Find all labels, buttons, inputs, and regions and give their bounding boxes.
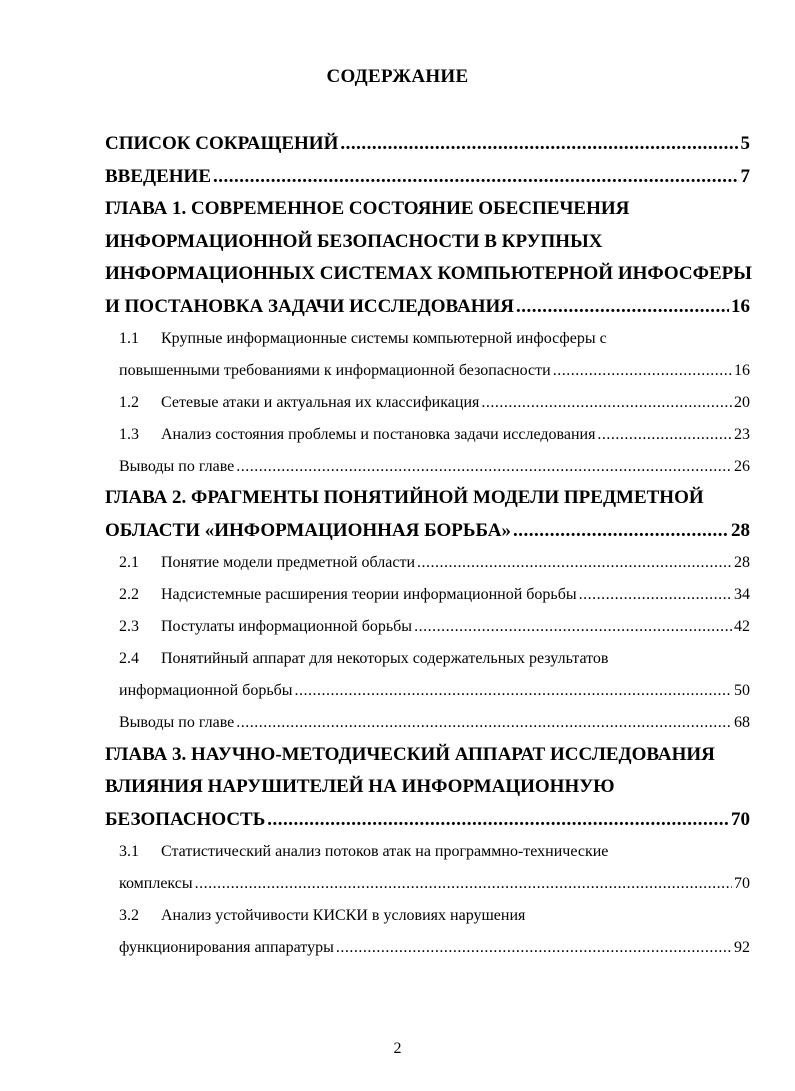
section-number: 2.2 <box>119 586 139 604</box>
toc-label: СПИСОК СОКРАЩЕНИЙ <box>105 133 339 154</box>
section-title: Надсистемные расширения теории информационной борьбы <box>161 586 577 604</box>
toc-chapter1-line2: ИНФОРМАЦИОННОЙ БЕЗОПАСНОСТИ В КРУПНЫХ <box>105 230 603 252</box>
toc-label: Анализ устойчивости КИСКИ в условиях нарушения <box>161 907 526 925</box>
leader-dots <box>267 804 729 837</box>
toc-page: 20 <box>734 393 750 411</box>
toc-section-1-1-line1 <box>105 323 750 355</box>
section-number: 2.3 <box>119 618 139 636</box>
toc-chapter1-conclusions <box>105 451 750 483</box>
toc-page: 16 <box>731 295 750 317</box>
toc-label: функционирования аппаратуры <box>119 938 334 956</box>
leader-dots <box>417 547 732 579</box>
page-number: 2 <box>393 1040 402 1057</box>
toc-page: 70 <box>731 808 750 830</box>
toc-label <box>105 419 595 451</box>
leader-dots <box>340 128 738 161</box>
section-title: Анализ состояния проблемы и постановка задачи исследования <box>161 425 596 443</box>
toc-label: Выводы по главе <box>119 713 235 731</box>
toc-chapter3-line3 <box>105 804 750 837</box>
toc-section-2-3 <box>105 611 750 643</box>
toc-chapter3-line2: ВЛИЯНИЯ НАРУШИТЕЛЕЙ НА ИНФОРМАЦИОННУЮ <box>105 776 615 798</box>
toc-page: 34 <box>734 586 750 604</box>
toc-chapter2-conclusions <box>105 707 750 739</box>
toc-label <box>105 547 415 579</box>
leader-dots <box>236 451 732 483</box>
toc-page: 70 <box>734 875 750 893</box>
toc-chapter1-line4 <box>105 291 750 324</box>
section-number: 1.1 <box>119 330 139 347</box>
toc-entry-abbreviations <box>105 128 750 161</box>
toc-chapter2-line2 <box>105 515 750 548</box>
toc-label: Понятийный аппарат для некоторых содержательных результатов <box>161 650 609 668</box>
toc-section-2-4-line1 <box>105 643 750 675</box>
toc-label: ВВЕДЕНИЕ <box>105 165 211 187</box>
toc-page: 7 <box>740 165 750 187</box>
section-number: 3.2 <box>119 907 139 925</box>
toc-section-2-2 <box>105 579 750 611</box>
toc-page: 23 <box>734 425 750 443</box>
toc-page: 28 <box>731 519 750 541</box>
toc-label: повышенными требованиями к информационной безопасности <box>119 361 551 379</box>
toc-section-1-3 <box>105 419 750 451</box>
section-title: Сетевые атаки и актуальная их классификация <box>161 393 480 411</box>
toc-entry-introduction <box>105 161 750 194</box>
toc-page: 50 <box>734 682 750 700</box>
toc-label: ОБЛАСТИ «ИНФОРМАЦИОННАЯ БОРЬБА» <box>105 519 512 541</box>
toc-label <box>105 579 577 611</box>
toc-label: Статистический анализ потоков атак на программно-технические <box>161 843 609 861</box>
leader-dots <box>579 579 732 611</box>
leader-dots <box>481 387 732 419</box>
toc-page: 16 <box>734 361 750 379</box>
leader-dots <box>295 675 732 707</box>
section-title: Постулаты информационной борьбы <box>161 618 413 636</box>
page-title: СОДЕРЖАНИЕ <box>326 66 469 87</box>
section-number: 2.1 <box>119 554 139 572</box>
toc-chapter1-line1: ГЛАВА 1. СОВРЕМЕННОЕ СОСТОЯНИЕ ОБЕСПЕЧЕНИЯ <box>105 198 630 219</box>
leader-dots <box>513 515 729 548</box>
toc-label <box>105 387 479 419</box>
toc-label: БЕЗОПАСНОСТЬ <box>105 808 266 830</box>
leader-dots <box>597 419 732 451</box>
leader-dots <box>516 291 729 324</box>
toc-chapter2-line1: ГЛАВА 2. ФРАГМЕНТЫ ПОНЯТИЙНОЙ МОДЕЛИ ПРЕДМЕТНОЙ <box>105 487 704 509</box>
toc-label: Выводы по главе <box>119 457 235 475</box>
leader-dots <box>414 611 732 643</box>
toc-section-3-2-line2 <box>105 932 750 964</box>
toc-page: 5 <box>740 133 750 154</box>
toc-section-2-4-line2 <box>105 675 750 707</box>
section-number: 1.2 <box>119 393 139 411</box>
toc-page: 42 <box>734 618 750 636</box>
section-title: Понятие модели предметной области <box>161 554 416 572</box>
leader-dots <box>213 161 739 194</box>
toc-page: 68 <box>734 713 750 731</box>
section-number: 1.3 <box>119 425 139 443</box>
toc-label: информационной борьбы <box>119 682 293 700</box>
toc-label: комплексы <box>119 875 193 893</box>
toc-label: Крупные информационные системы компьютерной инфосферы с <box>161 330 607 347</box>
leader-dots <box>336 932 732 964</box>
section-number: 2.4 <box>119 650 139 668</box>
toc-section-2-1 <box>105 547 750 579</box>
table-of-contents <box>105 128 750 964</box>
toc-section-3-1-line1 <box>105 836 750 868</box>
toc-chapter3-line1: ГЛАВА 3. НАУЧНО-МЕТОДИЧЕСКИЙ АППАРАТ ИССЛЕДОВАНИЯ <box>105 743 715 765</box>
toc-page: 92 <box>734 938 750 956</box>
toc-page: 28 <box>734 554 750 572</box>
toc-section-1-1-line2 <box>105 355 750 387</box>
toc-label <box>105 611 412 643</box>
section-number: 3.1 <box>119 843 139 861</box>
leader-dots <box>236 707 732 739</box>
toc-page: 26 <box>734 457 750 475</box>
toc-label: И ПОСТАНОВКА ЗАДАЧИ ИССЛЕДОВАНИЯ <box>105 295 515 317</box>
leader-dots <box>553 355 732 387</box>
toc-section-3-1-line2 <box>105 868 750 900</box>
toc-chapter1-line3: ИНФОРМАЦИОННЫХ СИСТЕМАХ КОМПЬЮТЕРНОЙ ИНФОСФЕРЫ <box>105 263 752 284</box>
toc-section-1-2 <box>105 387 750 419</box>
toc-section-3-2-line1 <box>105 900 750 932</box>
leader-dots <box>195 868 732 900</box>
